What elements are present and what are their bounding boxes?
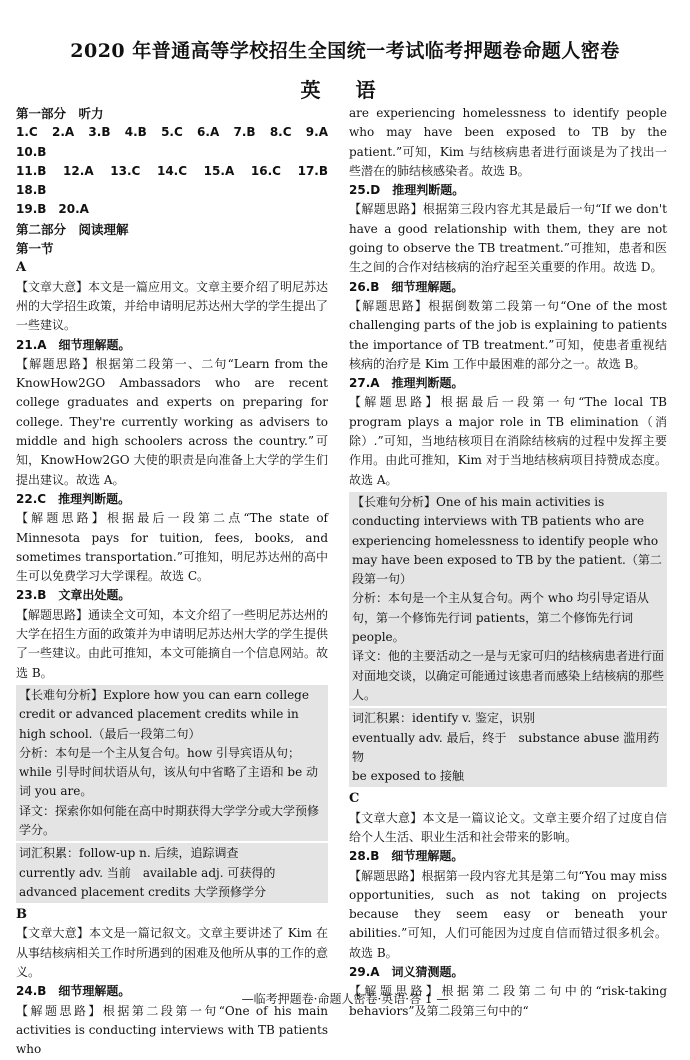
- analysis-note: 分析：本句是一个主从复合句。how 引导宾语从句；while 引导时间状语从句，该从句中省略了主语和 be 动词 you are。: [19, 745, 319, 799]
- passage-label: A: [16, 260, 27, 276]
- part-heading: 第二部分 阅读理解: [16, 221, 129, 237]
- question-heading: 27.A 推理判断题。: [349, 376, 464, 391]
- explanation-paragraph: 【解题思路】根据最后一段第二点“The state of Minnesota pays for tuition, fees, books, and sometimes transportation.”可推知，明尼苏达州的高中生可以免费学习大学课程。故选 C。: [16, 511, 328, 584]
- question-heading: 23.B 文章出处题。: [16, 588, 131, 603]
- subject-title: 英 语: [300, 78, 390, 102]
- question-heading: 25.D 推理判断题。: [349, 183, 465, 198]
- vocabulary-line: eventually adv. 最后，终于 substance abuse 滥用药物: [352, 730, 660, 764]
- part-heading: 第一部分 听力: [16, 106, 104, 121]
- explanation-paragraph: 【解题思路】根据第一段内容尤其是第二句“You may miss opportunities, such as not taking on projects because they seem easy or beneath your abilities.”可知，人们可能因为过度自信而错过很多机会。故选 B。: [349, 868, 667, 960]
- explanation-paragraph: 【解题思路】根据第二段第二句中的“risk-taking behaviors”及第二段第三句中的“: [349, 984, 667, 1018]
- vocabulary-line: 词汇积累：identify v. 鉴定，识别: [352, 711, 536, 726]
- explanation-paragraph: 【解题思路】根据第二段第一句“One of his main activities is conducting interviews with TB patients who: [16, 1003, 328, 1057]
- passage-label: B: [16, 907, 27, 923]
- left-column: [16, 104, 341, 1060]
- page-footer: —临考押题卷·命题人密卷·英语·答 1 —: [241, 992, 449, 1006]
- explanation-paragraph: 【解题思路】根据最后一段第一句“The local TB program plays a major role in TB elimination（消除）.”可知，当地结核项目在消除结核病的过程中发挥主要作用。由此可推知，Kim 对于当地结核病项目持赞成态度。故选 A。: [349, 395, 667, 487]
- answer-line: 19.B 20.A: [16, 202, 89, 217]
- sentence-analysis: 【长难句分析】One of his main activities is conducting interviews with TB patients who are experiencing homelessness to identify people who may have been exposed to TB by the patient.（第二段第一句）: [352, 494, 662, 587]
- explanation-paragraph: are experiencing homelessness to identify people who may have been exposed to TB by the patient.”可知，Kim 与结核病患者进行面谈是为了找出一些潜在的肺结核感染者。故选 B。: [349, 106, 667, 178]
- explanation-paragraph: 【解题思路】根据第二段第一、二句“Learn from the KnowHow2GO Ambassadors who are recent college graduates and experts on preparing for college. They're currently working as advisers to middle and high schoolers across the country.”可知，KnowHow2GO 大使的职责是向准备上大学的学生们提出建议。故选 A。: [16, 356, 328, 487]
- question-heading: 22.C 推理判断题。: [16, 491, 131, 506]
- summary-paragraph: 【文章大意】本文是一篇议论文。文章主要介绍了过度自信给个人生活、职业生活和社会带来的影响。: [349, 810, 667, 844]
- vocabulary-line: be exposed to 接触: [352, 769, 464, 784]
- vocabulary-line: 词汇积累：follow-up n. 后续，追踪调查: [19, 846, 239, 861]
- sentence-analysis-box: [16, 685, 328, 841]
- question-heading: 29.A 词义猜测题。: [349, 965, 464, 980]
- question-heading: 24.B 细节理解题。: [16, 984, 131, 999]
- question-heading: 26.B 细节理解题。: [349, 279, 464, 294]
- section-heading: 第一节: [16, 241, 54, 257]
- passage-label: C: [349, 791, 360, 807]
- explanation-paragraph: 【解题思路】根据倒数第二段第一句“One of the most challenging parts of the job is explaining to patients the importance of TB treatment.”可知，使患者重视结核病的治疗是 Kim 工作中最困难的部分之一。故选 B。: [349, 298, 667, 371]
- vocabulary-line: advanced placement credits 大学预修学分: [19, 884, 267, 899]
- answer-line: 11.B 12.A 13.C 14.C 15.A 16.C 17.B 18.B: [16, 163, 341, 198]
- translation-note: 译文：探索你如何能在高中时期获得大学学分或大学预修学分。: [19, 803, 320, 837]
- analysis-note: 分析：本句是一个主从复合句。两个 who 均引导定语从句，第一个修饰先行词 patients，第二个修饰先行词 people。: [352, 591, 649, 645]
- vocabulary-box: [16, 843, 328, 903]
- vocabulary-box: [349, 708, 667, 787]
- translation-note: 译文：他的主要活动之一是与无家可归的结核病患者进行面对面地交谈，以确定可能通过该患者而感染上结核病的那些人。: [352, 649, 665, 702]
- vocabulary-line: currently adv. 当前 available adj. 可获得的: [19, 865, 276, 880]
- summary-paragraph: 【文章大意】本文是一篇记叙文。文章主要讲述了 Kim 在从事结核病相关工作时所遇到的困难及他所从事的工作的意义。: [16, 926, 329, 980]
- question-heading: 21.A 细节理解题。: [16, 337, 131, 352]
- right-column: [349, 104, 667, 1021]
- page-title: 2020 年普通高等学校招生全国统一考试临考押题卷命题人密卷: [70, 40, 620, 62]
- sentence-analysis-box: [349, 492, 667, 706]
- explanation-paragraph: 【解题思路】通读全文可知，本文介绍了一些明尼苏达州的大学在招生方面的政策并为申请明尼苏达州大学的学生提供了一些建议。由此可推知，本文可能摘自一个信息网站。故选 B。: [16, 607, 329, 680]
- summary-paragraph: 【文章大意】本文是一篇应用文。文章主要介绍了明尼苏达州的大学招生政策，并给申请明尼苏达州大学的学生提出了一些建议。: [16, 279, 329, 333]
- answer-line: 1.C 2.A 3.B 4.B 5.C 6.A 7.B 8.C 9.A 10.B: [16, 125, 341, 159]
- explanation-paragraph: 【解题思路】根据第三段内容尤其是最后一句“If we don't have a good relationship with them, they are not going to observe the TB treatment.”可推知，患者和医生之间的合作对结核病的治疗起至关重要的作用。故选 D。: [349, 202, 667, 275]
- sentence-analysis: 【长难句分析】Explore how you can earn college credit or advanced placement credits while in high school.（最后一段第二句）: [19, 687, 309, 741]
- question-heading: 28.B 细节理解题。: [349, 849, 464, 864]
